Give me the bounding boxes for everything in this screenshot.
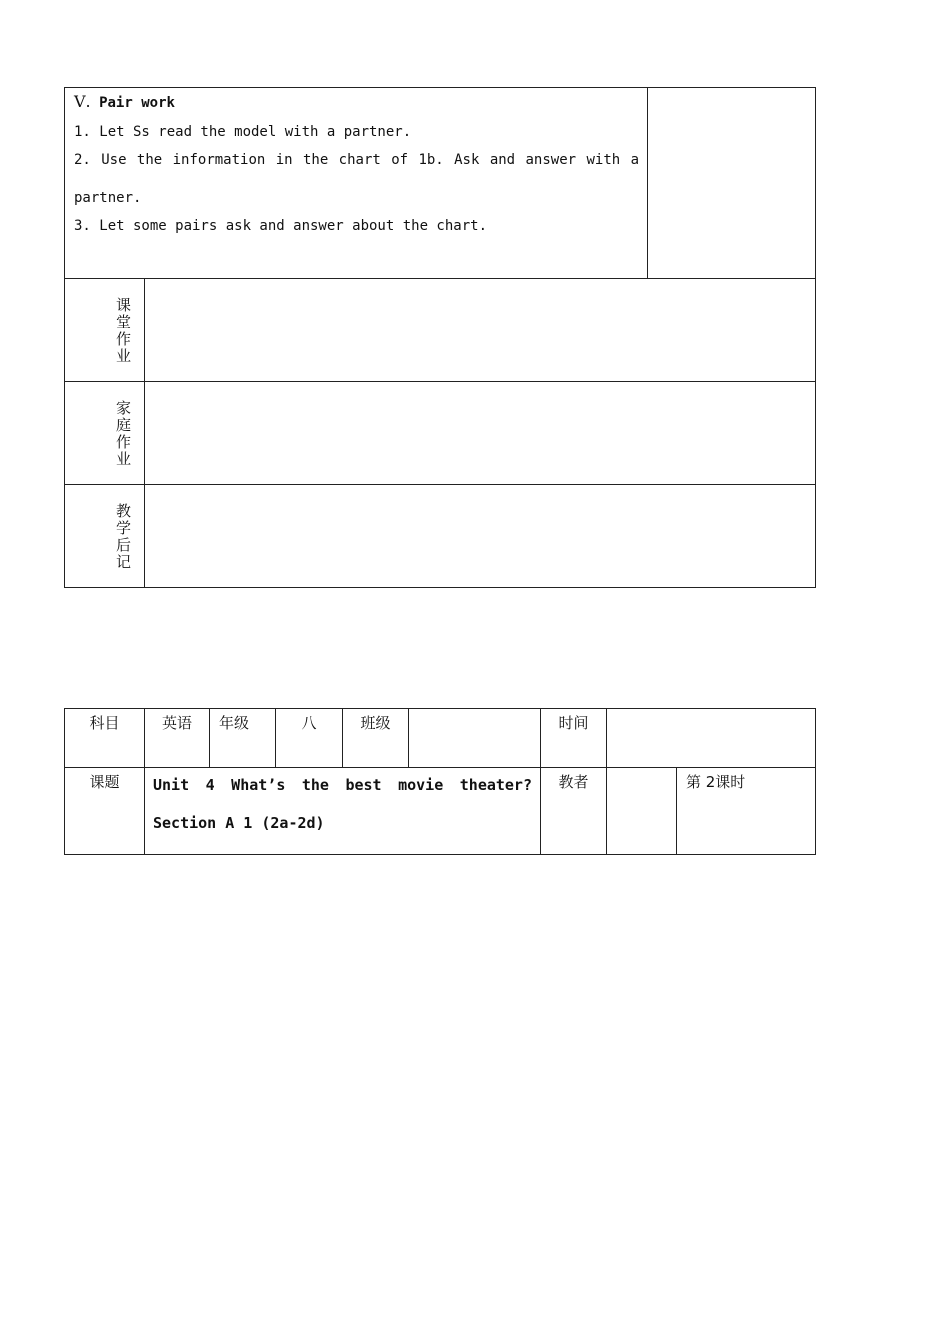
teacher-value [607, 768, 677, 855]
pair-work-item-2: 2. Use the information in the chart of 1b. Ask and answer with a [74, 152, 639, 169]
topic-cell [145, 768, 541, 855]
topic-section: Section A 1 (2a-2d) [153, 814, 325, 832]
topic-title: Unit 4 What’s the best movie theater? [153, 776, 532, 794]
grade-value: 八 [276, 709, 343, 768]
pair-work-item-2-cont: partner. [74, 189, 142, 206]
section-number: Ⅴ. [74, 92, 91, 111]
section-title: Pair work [99, 95, 175, 111]
reflection-row [65, 485, 816, 588]
pair-work-row [65, 88, 816, 279]
lesson-number: 第 2课时 [677, 768, 816, 855]
grade-label: 年级 [210, 709, 276, 768]
time-label: 时间 [541, 709, 607, 768]
classwork-content [145, 279, 816, 382]
homework-label: 家庭作业 [65, 382, 145, 485]
lesson-header-table [64, 708, 816, 855]
reflection-label: 教学后记 [65, 485, 145, 588]
pair-work-item-3: 3. Let some pairs ask and answer about the chart. [74, 218, 488, 235]
subject-label: 科目 [65, 709, 145, 768]
time-value [607, 709, 816, 768]
classwork-label: 课堂作业 [65, 279, 145, 382]
classwork-row [65, 279, 816, 382]
reflection-content [145, 485, 816, 588]
class-value [409, 709, 541, 768]
notes-cell [648, 88, 816, 279]
teacher-label: 教者 [541, 768, 607, 855]
homework-row [65, 382, 816, 485]
class-label: 班级 [343, 709, 409, 768]
subject-value: 英语 [145, 709, 210, 768]
lesson-plan-table [64, 87, 816, 588]
pair-work-cell [65, 88, 648, 279]
pair-work-item-1: 1. Let Ss read the model with a partner. [74, 124, 412, 140]
header-row-1 [65, 709, 816, 768]
homework-content [145, 382, 816, 485]
pair-work-heading [74, 92, 639, 111]
header-row-2 [65, 768, 816, 855]
topic-label: 课题 [65, 768, 145, 855]
